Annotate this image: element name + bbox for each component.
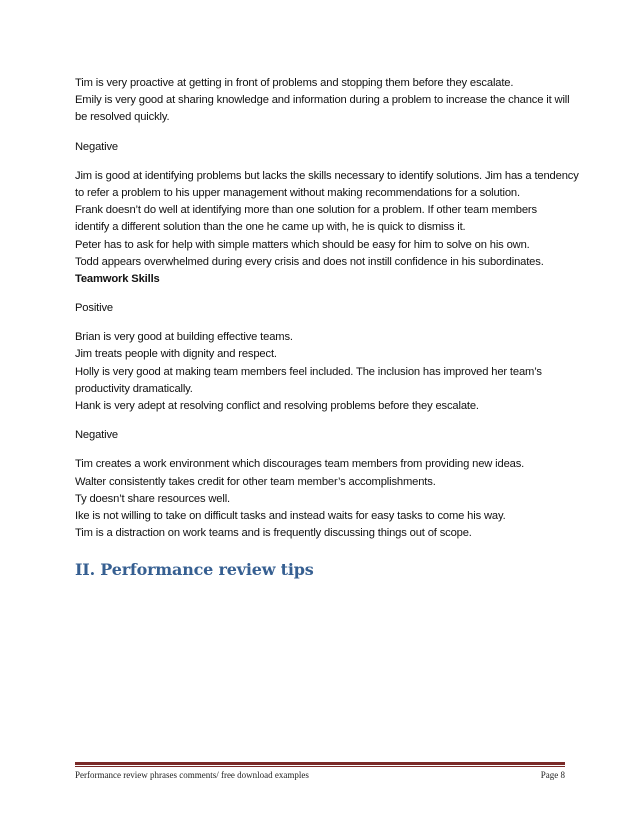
text-line: Peter has to ask for help with simple matters which should be easy for him to solve on his own. <box>75 238 530 251</box>
text-line: Hank is very adept at resolving conflict and resolving problems before they escalate. <box>75 400 479 412</box>
section-heading: II. Performance review tips <box>75 560 314 579</box>
teamwork-skills-heading: Teamwork Skills <box>75 272 160 285</box>
footer-title: Performance review phrases comments/ free download examples <box>75 770 309 780</box>
text-line: identify a different solution than the one he came up with, he is quick to dismiss it. <box>75 221 466 234</box>
text-line: Tim is very proactive at getting in front of problems and stopping them before they escalate. <box>75 77 514 89</box>
subheading-positive: Positive <box>75 302 113 315</box>
page-number: Page 8 <box>540 770 565 780</box>
text-line: Ike is not willing to take on difficult tasks and instead waits for easy tasks to come his way. <box>75 509 506 522</box>
text-line: Emily is very good at sharing knowledge and information during a problem to increase the chance it will <box>75 94 570 107</box>
text-line: Tim creates a work environment which discourages team members from providing new ideas. <box>75 458 525 471</box>
text-line: Holly is very good at making team members feel included. The inclusion has improved her team’s <box>75 365 542 378</box>
footer-divider-thin <box>75 766 565 767</box>
text-line: productivity dramatically. <box>75 382 193 395</box>
text-line: Jim treats people with dignity and respect. <box>75 348 277 361</box>
text-line: to refer a problem to his upper management without making recommendations for a solution. <box>75 186 520 199</box>
text-line: Todd appears overwhelmed during every crisis and does not instill confidence in his subordinates. <box>75 255 544 268</box>
text-line: Ty doesn’t share resources well. <box>75 492 231 505</box>
text-line: Brian is very good at building effective teams. <box>75 331 293 344</box>
text-line: Jim is good at identifying problems but lacks the skills necessary to identify solutions. Jim has a tendency <box>75 169 579 182</box>
text-line: be resolved quickly. <box>75 111 170 124</box>
footer-divider <box>75 762 565 765</box>
text-line: Walter consistently takes credit for other team member’s accomplishments. <box>75 475 436 488</box>
subheading-negative: Negative <box>75 429 118 442</box>
subheading-negative: Negative <box>75 140 118 153</box>
text-line: Tim is a distraction on work teams and is frequently discussing things out of scope. <box>75 527 472 540</box>
page-body <box>75 75 579 542</box>
text-line: Frank doesn’t do well at identifying more than one solution for a problem. If other team members <box>75 204 537 217</box>
